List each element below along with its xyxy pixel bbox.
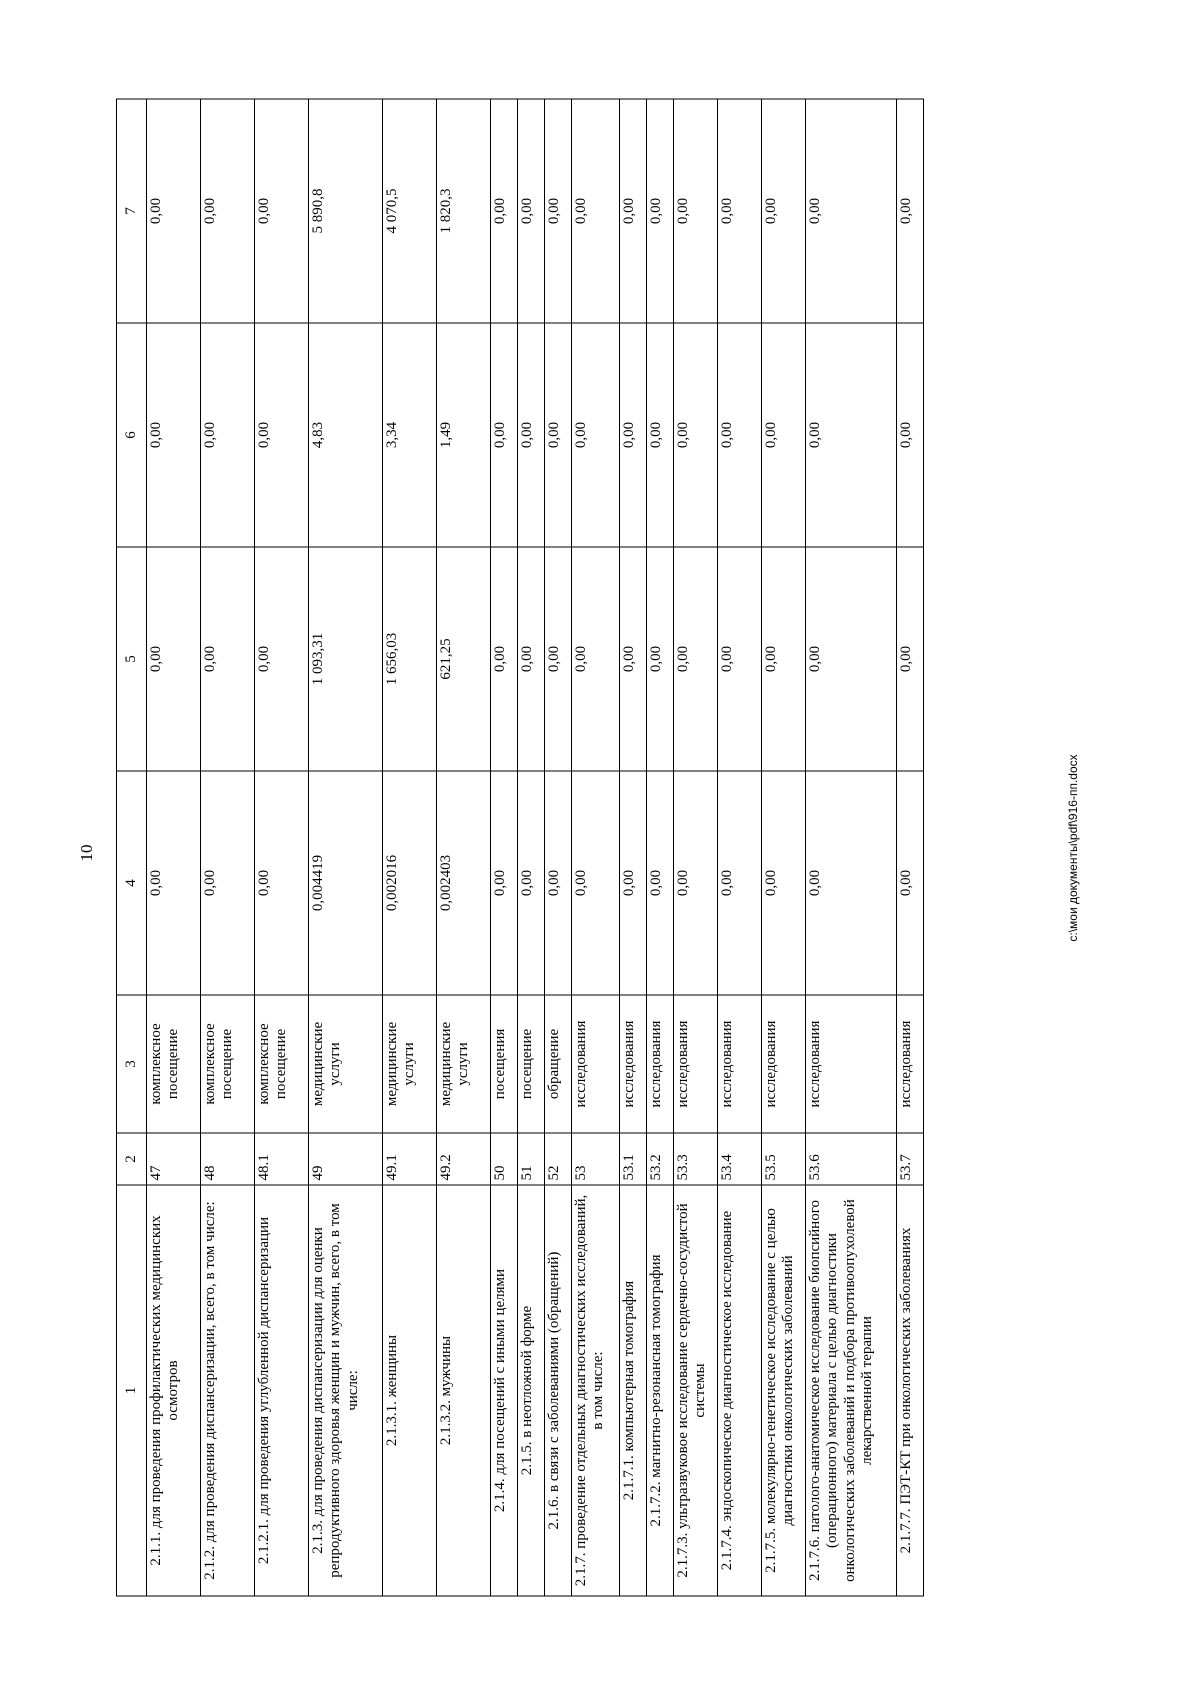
value-col7-cell: 0,00 bbox=[545, 99, 572, 323]
unit-cell: комплексное посещение bbox=[147, 995, 201, 1133]
value-col4-cell: 0,00 bbox=[762, 771, 806, 995]
value-col6-cell: 0,00 bbox=[255, 323, 309, 547]
value-col7-cell: 0,00 bbox=[718, 99, 762, 323]
value-col6-cell: 0,00 bbox=[518, 323, 545, 547]
unit-cell: исследования bbox=[620, 995, 647, 1133]
value-col6-cell: 4,83 bbox=[309, 323, 383, 547]
table-row bbox=[201, 99, 255, 1596]
value-col7-cell: 0,00 bbox=[897, 99, 924, 323]
value-col6-cell: 1,49 bbox=[437, 323, 491, 547]
value-col7-cell: 0,00 bbox=[147, 99, 201, 323]
table-row bbox=[806, 99, 897, 1596]
unit-cell: исследования bbox=[647, 995, 674, 1133]
unit-cell: комплексное посещение bbox=[201, 995, 255, 1133]
value-col5-cell: 0,00 bbox=[255, 547, 309, 771]
value-col7-cell: 0,00 bbox=[518, 99, 545, 323]
table-row bbox=[491, 99, 518, 1596]
indicator-name-cell: 2.1.7.5. молекулярно-генетическое исследование с целью диагностики онкологических заболеваний bbox=[762, 1185, 806, 1596]
value-col6-cell: 0,00 bbox=[545, 323, 572, 547]
value-col6-cell: 0,00 bbox=[147, 323, 201, 547]
table-row bbox=[147, 99, 201, 1596]
indicator-name-cell: 2.1.7.2. магнитно-резонансная томография bbox=[647, 1185, 674, 1596]
row-code-cell: 51 bbox=[518, 1133, 545, 1185]
table-row bbox=[255, 99, 309, 1596]
table-row bbox=[620, 99, 647, 1596]
value-col7-cell: 0,00 bbox=[647, 99, 674, 323]
value-col4-cell: 0,00 bbox=[201, 771, 255, 995]
unit-cell: обращение bbox=[545, 995, 572, 1133]
value-col7-cell: 5 890,8 bbox=[309, 99, 383, 323]
table-row bbox=[718, 99, 762, 1596]
value-col6-cell: 0,00 bbox=[201, 323, 255, 547]
footer-file-path: c:\мои документы\pdf\916-пп.docx bbox=[1066, 754, 1080, 942]
value-col6-cell: 0,00 bbox=[762, 323, 806, 547]
data-table bbox=[116, 99, 924, 1597]
table-row bbox=[897, 99, 924, 1596]
header-cell: 1 bbox=[117, 1185, 147, 1596]
value-col4-cell: 0,002016 bbox=[383, 771, 437, 995]
indicator-name-cell: 2.1.3.2. мужчины bbox=[437, 1185, 491, 1596]
indicator-name-cell: 2.1.1. для проведения профилактических медицинских осмотров bbox=[147, 1185, 201, 1596]
indicator-name-cell: 2.1.7.7. ПЭТ-КТ при онкологических заболеваниях bbox=[897, 1185, 924, 1596]
header-cell: 4 bbox=[117, 771, 147, 995]
header-cell: 6 bbox=[117, 323, 147, 547]
value-col7-cell: 0,00 bbox=[572, 99, 620, 323]
row-code-cell: 49.1 bbox=[383, 1133, 437, 1185]
unit-cell: посещение bbox=[518, 995, 545, 1133]
value-col6-cell: 0,00 bbox=[718, 323, 762, 547]
indicator-name-cell: 2.1.6. в связи с заболеваниями (обращений) bbox=[545, 1185, 572, 1596]
value-col4-cell: 0,00 bbox=[647, 771, 674, 995]
value-col4-cell: 0,00 bbox=[491, 771, 518, 995]
header-cell: 3 bbox=[117, 995, 147, 1133]
table-row bbox=[674, 99, 718, 1596]
indicator-name-cell: 2.1.7.6. патолого-анатомическое исследование биопсийного (операционного) материала с целью диагностики онкологических заболеваний и подбора противоопухолевой лекарственной терапии bbox=[806, 1185, 897, 1596]
indicator-name-cell: 2.1.7.3. ультразвуковое исследование сердечно-сосудистой системы bbox=[674, 1185, 718, 1596]
value-col4-cell: 0,00 bbox=[718, 771, 762, 995]
value-col7-cell: 0,00 bbox=[806, 99, 897, 323]
value-col4-cell: 0,00 bbox=[545, 771, 572, 995]
value-col4-cell: 0,00 bbox=[806, 771, 897, 995]
table-row bbox=[762, 99, 806, 1596]
value-col5-cell: 0,00 bbox=[897, 547, 924, 771]
value-col7-cell: 1 820,3 bbox=[437, 99, 491, 323]
page-number: 10 bbox=[77, 844, 96, 862]
indicator-name-cell: 2.1.7.1. компьютерная томография bbox=[620, 1185, 647, 1596]
table-row bbox=[572, 99, 620, 1596]
indicator-name-cell: 2.1.4. для посещений с иными целями bbox=[491, 1185, 518, 1596]
indicator-name-cell: 2.1.7. проведение отдельных диагностических исследований, в том числе: bbox=[572, 1185, 620, 1596]
row-code-cell: 48 bbox=[201, 1133, 255, 1185]
row-code-cell: 48.1 bbox=[255, 1133, 309, 1185]
value-col6-cell: 0,00 bbox=[647, 323, 674, 547]
row-code-cell: 53.1 bbox=[620, 1133, 647, 1185]
value-col5-cell: 0,00 bbox=[545, 547, 572, 771]
row-code-cell: 53.4 bbox=[718, 1133, 762, 1185]
value-col6-cell: 0,00 bbox=[674, 323, 718, 547]
header-cell: 5 bbox=[117, 547, 147, 771]
unit-cell: исследования bbox=[674, 995, 718, 1133]
row-code-cell: 53.2 bbox=[647, 1133, 674, 1185]
value-col7-cell: 0,00 bbox=[674, 99, 718, 323]
unit-cell: медицинские услуги bbox=[437, 995, 491, 1133]
value-col5-cell: 0,00 bbox=[620, 547, 647, 771]
value-col5-cell: 0,00 bbox=[518, 547, 545, 771]
table-frame bbox=[116, 100, 964, 1597]
value-col7-cell: 0,00 bbox=[491, 99, 518, 323]
value-col5-cell: 621,25 bbox=[437, 547, 491, 771]
row-code-cell: 53 bbox=[572, 1133, 620, 1185]
row-code-cell: 49 bbox=[309, 1133, 383, 1185]
value-col6-cell: 0,00 bbox=[897, 323, 924, 547]
value-col6-cell: 0,00 bbox=[620, 323, 647, 547]
value-col5-cell: 0,00 bbox=[147, 547, 201, 771]
value-col4-cell: 0,00 bbox=[572, 771, 620, 995]
table-row bbox=[647, 99, 674, 1596]
value-col5-cell: 0,00 bbox=[201, 547, 255, 771]
row-code-cell: 53.6 bbox=[806, 1133, 897, 1185]
unit-cell: посещения bbox=[491, 995, 518, 1133]
table-row bbox=[383, 99, 437, 1596]
row-code-cell: 49.2 bbox=[437, 1133, 491, 1185]
table-row bbox=[309, 99, 383, 1596]
value-col6-cell: 3,34 bbox=[383, 323, 437, 547]
value-col5-cell: 0,00 bbox=[674, 547, 718, 771]
unit-cell: исследования bbox=[762, 995, 806, 1133]
value-col5-cell: 0,00 bbox=[762, 547, 806, 771]
value-col4-cell: 0,00 bbox=[147, 771, 201, 995]
unit-cell: комплексное посещение bbox=[255, 995, 309, 1133]
unit-cell: исследования bbox=[897, 995, 924, 1133]
indicator-name-cell: 2.1.3. для проведения диспансеризации для оценки репродуктивного здоровья женщин и мужчин, всего, в том числе: bbox=[309, 1185, 383, 1596]
value-col4-cell: 0,00 bbox=[674, 771, 718, 995]
value-col4-cell: 0,00 bbox=[897, 771, 924, 995]
indicator-name-cell: 2.1.3.1. женщины bbox=[383, 1185, 437, 1596]
row-code-cell: 53.3 bbox=[674, 1133, 718, 1185]
value-col5-cell: 0,00 bbox=[491, 547, 518, 771]
value-col6-cell: 0,00 bbox=[491, 323, 518, 547]
value-col4-cell: 0,00 bbox=[518, 771, 545, 995]
value-col5-cell: 0,00 bbox=[806, 547, 897, 771]
value-col5-cell: 1 656,03 bbox=[383, 547, 437, 771]
unit-cell: исследования bbox=[572, 995, 620, 1133]
table-row bbox=[518, 99, 545, 1596]
value-col5-cell: 0,00 bbox=[647, 547, 674, 771]
unit-cell: медицинские услуги bbox=[309, 995, 383, 1133]
value-col7-cell: 0,00 bbox=[201, 99, 255, 323]
row-code-cell: 53.7 bbox=[897, 1133, 924, 1185]
unit-cell: исследования bbox=[718, 995, 762, 1133]
row-code-cell: 52 bbox=[545, 1133, 572, 1185]
value-col7-cell: 0,00 bbox=[620, 99, 647, 323]
table-body bbox=[117, 99, 924, 1596]
unit-cell: исследования bbox=[806, 995, 897, 1133]
value-col7-cell: 0,00 bbox=[255, 99, 309, 323]
value-col4-cell: 0,002403 bbox=[437, 771, 491, 995]
value-col6-cell: 0,00 bbox=[572, 323, 620, 547]
indicator-name-cell: 2.1.2. для проведения диспансеризации, всего, в том числе: bbox=[201, 1185, 255, 1596]
value-col4-cell: 0,004419 bbox=[309, 771, 383, 995]
header-cell: 7 bbox=[117, 99, 147, 323]
indicator-name-cell: 2.1.7.4. эндоскопическое диагностическое исследование bbox=[718, 1185, 762, 1596]
value-col6-cell: 0,00 bbox=[806, 323, 897, 547]
indicator-name-cell: 2.1.2.1. для проведения углубленной диспансеризации bbox=[255, 1185, 309, 1596]
row-code-cell: 50 bbox=[491, 1133, 518, 1185]
unit-cell: медицинские услуги bbox=[383, 995, 437, 1133]
value-col4-cell: 0,00 bbox=[255, 771, 309, 995]
table-header-row bbox=[117, 99, 147, 1596]
value-col5-cell: 1 093,31 bbox=[309, 547, 383, 771]
header-cell: 2 bbox=[117, 1133, 147, 1185]
row-code-cell: 47 bbox=[147, 1133, 201, 1185]
value-col5-cell: 0,00 bbox=[718, 547, 762, 771]
indicator-name-cell: 2.1.5. в неотложной форме bbox=[518, 1185, 545, 1596]
table-row bbox=[437, 99, 491, 1596]
value-col4-cell: 0,00 bbox=[620, 771, 647, 995]
value-col5-cell: 0,00 bbox=[572, 547, 620, 771]
table-row bbox=[545, 99, 572, 1596]
value-col7-cell: 4 070,5 bbox=[383, 99, 437, 323]
value-col7-cell: 0,00 bbox=[762, 99, 806, 323]
row-code-cell: 53.5 bbox=[762, 1133, 806, 1185]
